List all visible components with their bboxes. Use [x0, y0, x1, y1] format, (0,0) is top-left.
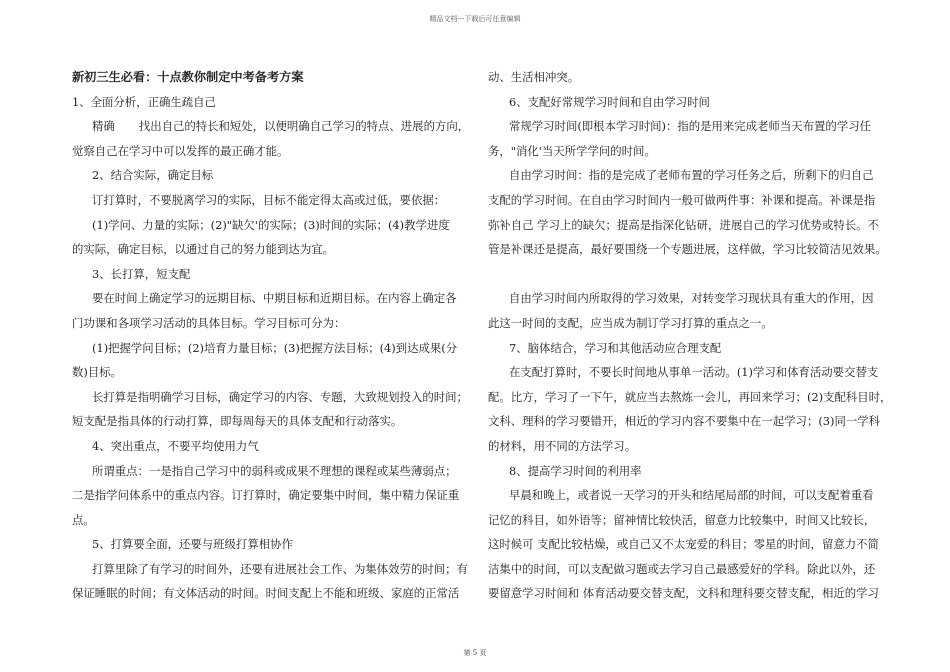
paragraph-line: 务，"消化'当天所学学问的时间。	[488, 143, 656, 158]
paragraph-line: 配。比方，学习了一下午，就应当去熬炼一会儿，再回来学习；(2)支配科目时，	[488, 389, 892, 404]
section-heading: 1、全面分析，正确生疏自己	[72, 94, 216, 109]
section-heading: 2、结合实际，确定目标	[92, 168, 214, 183]
paragraph-line: 洁集中的时间，可以支配做习题或去学习自己最感爱好的学科。除此以外，还	[488, 561, 876, 576]
paragraph-lead: 精确	[92, 119, 115, 134]
page-header: 精品文档---下载后可任意编辑	[429, 15, 521, 23]
paragraph-line: 此这一时间的支配，应当成为制订学习打算的重点之一。	[488, 315, 773, 330]
paragraph-line: 打算里除了有学习的时间外，还要有进展社会工作、为集体效劳的时间；有	[92, 561, 468, 576]
paragraph-line: 管是补课还是提高，最好要围绕一个专题进展，这样做，学习比较简洁见效果。	[488, 242, 887, 257]
section-heading: 4、突出重点，不要平均使用力气	[92, 438, 259, 453]
paragraph-line: (1)把握学问目标；(2)培育力量目标；(3)把握方法目标；(4)到达成果(分	[92, 340, 458, 355]
paragraph-line: 二是指学问体系中的重点内容。订打算时，确定要集中时间，集中精力保证重	[72, 488, 460, 503]
paragraph-line: 常规学习时间(即根本学习时间)：指的是用来完成老师当天布置的学习任	[509, 119, 871, 134]
paragraph-text: 找出自己的特长和短处，以便明确自己学习的特点、进展的方向，	[138, 119, 470, 134]
paragraph-line: 觉察自己在学习中可以发挥的最正确才能。	[72, 143, 289, 158]
paragraph-line: 的材料，用不同的方法学习。	[488, 438, 637, 453]
paragraph-line: 要留意学习时间和 体育活动要交替支配，文科和理科要交替支配，相近的学习	[488, 586, 879, 601]
paragraph-line: 文科、理科的学习要错开，相近的学习内容不要集中在一起学习；(3)同一学科	[488, 414, 881, 429]
paragraph-line: 保证睡眠的时间；有文体活动的时间。时间支配上不能和班级、家庭的正常活	[72, 586, 460, 601]
paragraph-gap	[488, 262, 884, 287]
section-heading: 7、脑体结合，学习和其他活动应合理支配	[509, 340, 722, 355]
paragraph-line: 支配的学习时间。在自由学习时间内一般可做两件事：补课和提高。补课是指	[488, 192, 876, 207]
right-column	[488, 65, 892, 606]
paragraph-line: 早晨和晚上，或者说一天学习的开头和结尾局部的时间，可以支配着重看	[509, 488, 874, 503]
paragraph-line: (1)学问、力量的实际；(2)"缺欠'的实际；(3)时间的实际；(4)教学进度	[92, 217, 450, 232]
paragraph-line: 短支配是指具体的行动打算，即每周每天的具体支配和行动落实。	[72, 414, 403, 429]
paragraph-line: 在支配打算时，不要长时间地从事单一活动。(1)学习和体育活动要交替支	[509, 365, 879, 380]
paragraph-line: 的实际，确定目标，以通过自己的努力能到达为宜。	[72, 242, 334, 257]
paragraph-line: 自由学习时间内所取得的学习效果，对转变学习现状具有重大的作用，因	[509, 291, 874, 306]
paragraph-line	[72, 114, 468, 139]
page-footer: 第 5 页	[463, 649, 487, 657]
paragraph-line: 动、生活相冲突。	[488, 70, 580, 84]
paragraph-line: 所谓重点：一是指自己学习中的弱科或成果不理想的课程或某些薄弱点；	[92, 463, 457, 478]
section-heading: 3、长打算，短支配	[92, 266, 191, 281]
paragraph-line: 弥补自己 学习上的缺欠；提高是指深化钻研，进展自己的学习优势或特长。不	[488, 217, 879, 232]
paragraph-line: 要在时间上确定学习的远期目标、中期目标和近期目标。在内容上确定各	[92, 291, 457, 306]
paragraph-line: 记忆的科目，如外语等；留神情比较快活，留意力比较集中，时间又比较长，	[488, 512, 876, 527]
paragraph-line: 这时候可 支配比较枯燥，或自己又不太宠爱的科目；零星的时间，留意力不简	[488, 537, 879, 552]
paragraph-line: 自由学习时间：指的是完成了老师布置的学习任务之后，所剩下的归自己	[509, 168, 874, 183]
left-column	[72, 65, 468, 606]
paragraph-line: 数)目标。	[72, 365, 123, 380]
section-heading: 8、提高学习时间的利用率	[509, 463, 642, 478]
document-title: 新初三生必看：十点教你制定中考备考方案	[72, 70, 304, 84]
paragraph-line: 点。	[72, 512, 95, 527]
section-heading: 5、打算要全面，还要与班级打算相协作	[92, 537, 293, 552]
paragraph-line: 长打算是指明确学习目标，确定学习的内容、专题，大致规划投入的时间；	[92, 389, 468, 404]
section-heading: 6、支配好常规学习时间和自由学习时间	[509, 94, 710, 109]
paragraph-line: 门功课和各项学习活动的具体目标。学习目标可分为：	[72, 315, 346, 330]
paragraph-line: 订打算时，不要脱离学习的实际，目标不能定得太高或过低，要依据：	[92, 192, 446, 207]
